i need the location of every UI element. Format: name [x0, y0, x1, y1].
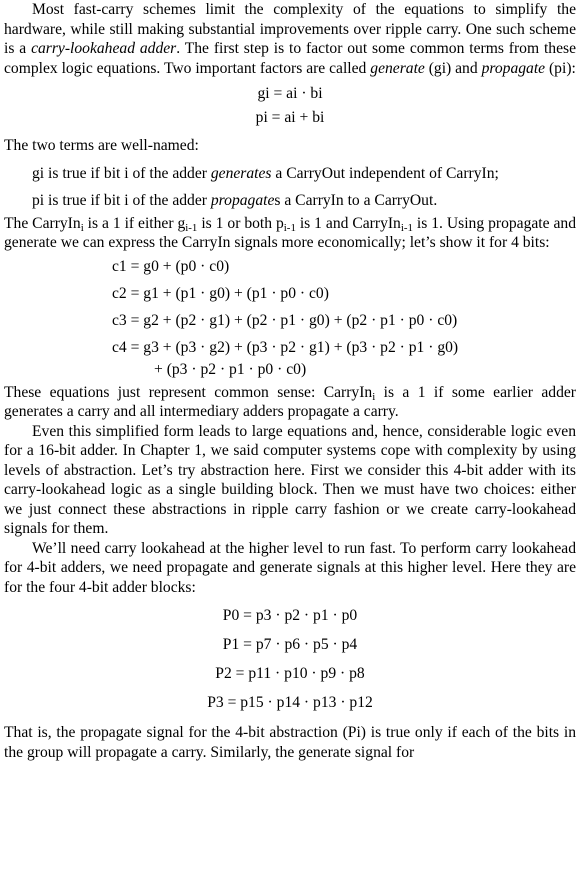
definition-generate: gi is true if bit i of the adder generates a CarryOut independent of CarryIn;	[32, 164, 499, 182]
block-propagate-equations	[4, 601, 576, 717]
equation-P2: P2 = p11 · p10 · p9 · p8	[215, 665, 365, 682]
paragraph-abstraction: Even this simplified form leads to large equations and, hence, considerable logic even for a 16-bit adder. In Chapter 1, we said computer systems cope with complexity by using levels of abstraction. Let’s try abstraction here. First we consider this 4-bit adder with its carry-lookahead logic as a single building block. Then we must have two choices: either we just connect these abstractions in ripple carry fashion or we create carry-lookahead signals for them.	[4, 422, 576, 537]
equation-P0: P0 = p3 · p2 · p1 · p0	[222, 607, 358, 624]
equation-P3: P3 = p15 · p14 · p13 · p12	[207, 694, 373, 711]
equation-c4-continued: + (p3 · p2 · p1 · p0 · c0)	[154, 360, 307, 378]
paragraph-common-sense: These equations just represent common sense: CarryIn$_i$ is a 1 if some earlier adder generates a carry and all intermediary adders propagate a carry.	[4, 383, 576, 420]
equation-generate: gi = ai · bi	[257, 85, 323, 102]
equation-c2: c2 = g1 + (p1 · g0) + (p1 · p0 · c0)	[112, 284, 329, 302]
carry-equations	[4, 253, 576, 383]
equation-c3: c3 = g2 + (p2 · g1) + (p2 · p1 · g0) + (p2 · p1 · p0 · c0)	[112, 311, 458, 329]
paragraph-well-named: The two terms are well-named:	[4, 137, 199, 154]
paragraph-higher-level: We’ll need carry lookahead at the higher level to run fast. To perform carry lookahead for 4-bit adders, we need propagate and generate signals at this higher level. Here they are for the four 4-bit adder blocks:	[4, 539, 576, 596]
paragraph-carryin: The CarryIn$_i$ is a 1 if either $g_{i-1}$ is 1 or both $p_{i-1}$ is 1 and CarryIn$_{i-1}$ is 1. Using propagate and generate we can express the CarryIn signals more economically; let’s show it for 4 bits:	[4, 214, 576, 251]
equation-propagate: pi = ai + bi	[255, 109, 325, 126]
paragraph-closing: That is, the propagate signal for the 4-bit abstraction (Pi) is true only if each of the bits in the group will propagate a carry. Similarly, the generate signal for	[4, 724, 576, 761]
equation-c1: c1 = g0 + (p0 · c0)	[112, 257, 230, 275]
equation-P1: P1 = p7 · p6 · p5 · p4	[222, 636, 358, 653]
equation-c4: c4 = g3 + (p3 · g2) + (p3 · p2 · g1) + (p3 · p2 · p1 · g0)	[112, 338, 459, 356]
definition-propagate: pi is true if bit i of the adder propagates a CarryIn to a CarryOut.	[32, 191, 438, 209]
text-column	[4, 0, 576, 762]
paragraph-intro: Most fast-carry schemes limit the complexity of the equations to simplify the hardware, while still making substantial improvements over ripple carry. One such scheme is a carry-lookahead adder. The first step is to factor out some common terms from these complex logic equations. Two important factors are called generate (gi) and propagate (pi):	[4, 1, 576, 77]
